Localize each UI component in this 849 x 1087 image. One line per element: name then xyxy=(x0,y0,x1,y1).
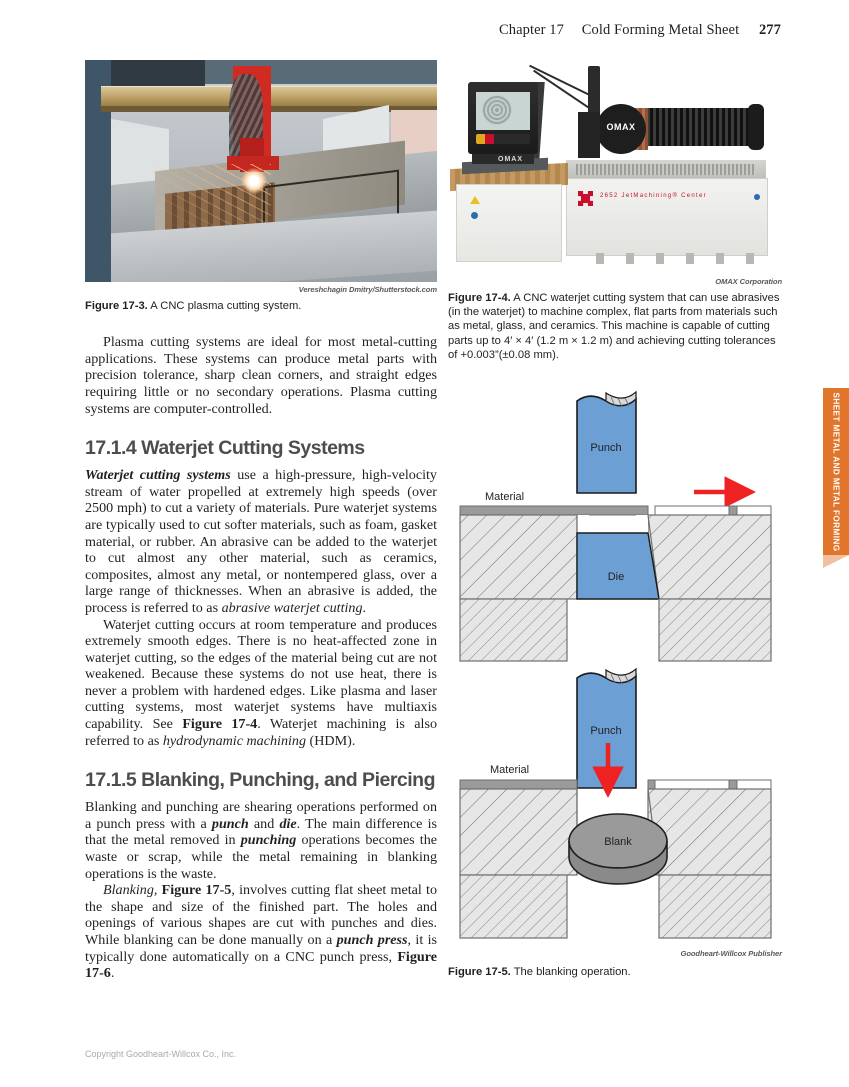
figure-17-4-caption-text: A CNC waterjet cutting system that can use abrasives (in the waterjet) to machine complex, flat parts from materials such as metal, glass, and ceramics. This machine is capable of cutting parts up to 4′ × 4′ (1.2 m × 1.2 m) and achieving cutting tolerances of +0.003”(±0.08 mm). xyxy=(448,292,780,361)
material-strip-left-bottom xyxy=(460,780,577,789)
term-punching: punching xyxy=(240,832,297,849)
term-abrasive-waterjet-cutting: abrasive waterjet cutting xyxy=(221,599,363,616)
paragraph-blanking-2-part1: , xyxy=(153,882,162,899)
figure-17-4-caption xyxy=(448,291,782,362)
figure-17-5-caption-label: Figure 17-5. xyxy=(448,966,511,979)
photo-model-plate xyxy=(578,191,758,207)
paragraph-blanking-1-part1: Blanking and punching are shearing operations performed on a punch press with a xyxy=(85,799,437,832)
paragraph-waterjet-1-end: . xyxy=(362,599,367,616)
photo-console-omax-logo: OMAX xyxy=(498,156,523,163)
photo-screen-graphic xyxy=(482,95,512,125)
figure-ref-17-4: Figure 17-4 xyxy=(182,716,258,733)
photo-cabinet-indicator xyxy=(471,212,478,219)
figure-17-4-caption-label: Figure 17-4. xyxy=(448,292,511,304)
die-block-upper-left-bottom xyxy=(460,789,577,875)
figure-17-3-photo xyxy=(85,60,437,282)
punch-label-top: Punch xyxy=(590,442,622,455)
page-number: 277 xyxy=(758,22,781,38)
paragraph-waterjet-2-part3: (HDM). xyxy=(306,732,356,749)
photo-catcher-tank xyxy=(566,178,768,256)
section-thumb-tab xyxy=(823,388,849,555)
figure-17-3-credit: Vereshchagin Dmitry/Shutterstock.com xyxy=(298,285,437,294)
figure-17-3-caption-text: A CNC plasma cutting system. xyxy=(147,300,302,312)
material-web-bottom xyxy=(729,780,737,789)
figure-17-3-caption-label: Figure 17-3. xyxy=(85,300,148,312)
paragraph-blanking-1-part3: . The main difference is that the metal removed in xyxy=(85,815,437,849)
material-web-left-bottom xyxy=(648,780,655,789)
die-block-upper-right-top xyxy=(648,515,771,599)
die-block-lower-left-bottom xyxy=(460,875,567,938)
die-slug-top xyxy=(577,533,659,599)
term-die: die xyxy=(279,815,297,832)
photo-z-axis-rail xyxy=(588,66,600,116)
diagram-bottom-blanking xyxy=(460,669,771,938)
material-scrap-gap-top xyxy=(655,506,729,515)
photo-model-text: 2652 JetMachining® Center xyxy=(600,193,707,199)
term-blanking: Blanking xyxy=(103,882,154,899)
copyright-footer: Copyright Goodheart-Willcox Co., Inc. xyxy=(85,1049,237,1059)
term-hydrodynamic-machining: hydrodynamic machining xyxy=(162,732,307,749)
die-block-lower-right-top xyxy=(659,599,771,661)
paragraph-waterjet-1-rest: use a high-pressure, high-velocity stream of water propelled at extremely high speeds (over 2500 mph) to cut a variety of materials. Pure waterjet systems are typically used to cut softer materials, such as foam, gasket material, or rubber. An abrasive can be added to the waterjet to cut almost any other material, such as ceramics, composites, almost any metal, or nontempered glass, over a large range of thicknesses. When an abrasive is added, the process is referred to as xyxy=(85,467,437,616)
paragraph-blanking-1 xyxy=(85,799,437,882)
paragraph-blanking-2-part4: . xyxy=(110,965,115,982)
term-punch-press: punch press xyxy=(336,932,408,949)
term-punch: punch xyxy=(211,815,249,832)
material-strip-left-top xyxy=(460,506,648,515)
material-scrap-gap-bottom xyxy=(655,780,729,789)
photo-bellows-end xyxy=(748,104,764,150)
figure-17-5-caption-text: The blanking operation. xyxy=(510,966,631,979)
blank-label-bottom: Blank xyxy=(604,836,632,849)
photo-z-axis-head xyxy=(578,112,600,158)
die-block-lower-left-top xyxy=(460,599,567,661)
figure-17-5-diagram xyxy=(448,388,782,946)
die-label-top: Die xyxy=(607,571,625,584)
paragraph-waterjet-2-part1: Waterjet cutting occurs at room temperature and produces extremely smooth edges. There is no heat-affected zone in waterjet cutting, so the edges of the material being cut are not weakened. Because these systems do not use heat, there is never a problem with hardened edges. Like plasma and laser cutting systems, most waterjet systems have multiaxis capability. See xyxy=(85,616,437,733)
paragraph-blanking-2 xyxy=(85,882,437,982)
photo-plasma-arc xyxy=(241,168,267,194)
material-web-top xyxy=(729,506,737,515)
material-label-top: Material xyxy=(485,491,525,504)
right-column xyxy=(448,60,782,979)
paragraph-plasma: Plasma cutting systems are ideal for most metal-cutting applications. These systems can produce metal parts with precision tolerance, sharp clean corners, and straight edges requiring little or no secondary operations. Plasma cutting systems are computer-controlled. xyxy=(85,334,437,417)
paragraph-waterjet-2-part2: . Waterjet machining is also referred to as xyxy=(85,716,437,749)
material-scrap-gap2-bottom xyxy=(737,780,771,789)
running-head-title: Cold Forming Metal Sheet xyxy=(581,22,740,38)
photo-tank-indicator xyxy=(754,194,760,200)
heading-17-1-5: 17.1.5 Blanking, Punching, and Piercing xyxy=(85,769,436,792)
paragraph-blanking-1-part4: operations becomes the waste or scrap, while the metal remaining in blanking operations is the waste. xyxy=(85,832,437,882)
photo-catcher-tank-grate xyxy=(576,164,756,175)
term-waterjet-cutting-systems: Waterjet cutting systems xyxy=(85,467,231,484)
die-block-upper-left-top xyxy=(460,515,577,599)
material-scrap-gap2-top xyxy=(737,506,771,515)
photo-tank-legs xyxy=(574,253,760,264)
die-block-lower-right-bottom xyxy=(659,875,771,938)
heading-17-1-4: 17.1.4 Waterjet Cutting Systems xyxy=(85,437,365,460)
paragraph-blanking-1-part2: and xyxy=(248,815,280,832)
photo-console-buttons xyxy=(476,134,530,144)
paragraph-blanking-2-part2: , involves cutting flat sheet metal to the shape and size of the finished part. The holes and openings of various shapes are cut with punches and dies. While blanking can be done manually on a xyxy=(85,882,438,949)
figure-17-4-credit: OMAX Corporation xyxy=(715,277,782,286)
figure-17-4-photo xyxy=(448,60,782,274)
diagram-top-punching xyxy=(460,392,771,661)
figure-17-3-caption xyxy=(85,299,437,313)
section-thumb-tab-label: SHEET METAL AND METAL FORMING xyxy=(831,392,841,551)
figure-17-5-credit: Goodheart-Willcox Publisher xyxy=(680,949,782,959)
warning-triangle-icon xyxy=(470,196,480,204)
running-head xyxy=(0,22,849,39)
figure-ref-17-5: Figure 17-5 xyxy=(161,882,232,899)
paragraph-waterjet-2 xyxy=(85,617,437,750)
photo-bellows-cover xyxy=(644,108,752,146)
material-label-bottom: Material xyxy=(490,764,530,777)
running-head-chapter: Chapter 17 xyxy=(498,22,564,38)
left-column xyxy=(85,60,437,982)
paragraph-blanking-2-part3: , it is typically done automatically on a CNC punch press, xyxy=(85,932,437,965)
figure-ref-17-6: Figure 17-6 xyxy=(85,948,437,982)
punch-label-bottom: Punch xyxy=(590,725,622,738)
photo-omax-head-logo: OMAX xyxy=(606,122,636,132)
omax-logo-icon xyxy=(578,191,593,206)
figure-17-5-caption xyxy=(448,965,782,979)
paragraph-waterjet-1 xyxy=(85,467,437,616)
